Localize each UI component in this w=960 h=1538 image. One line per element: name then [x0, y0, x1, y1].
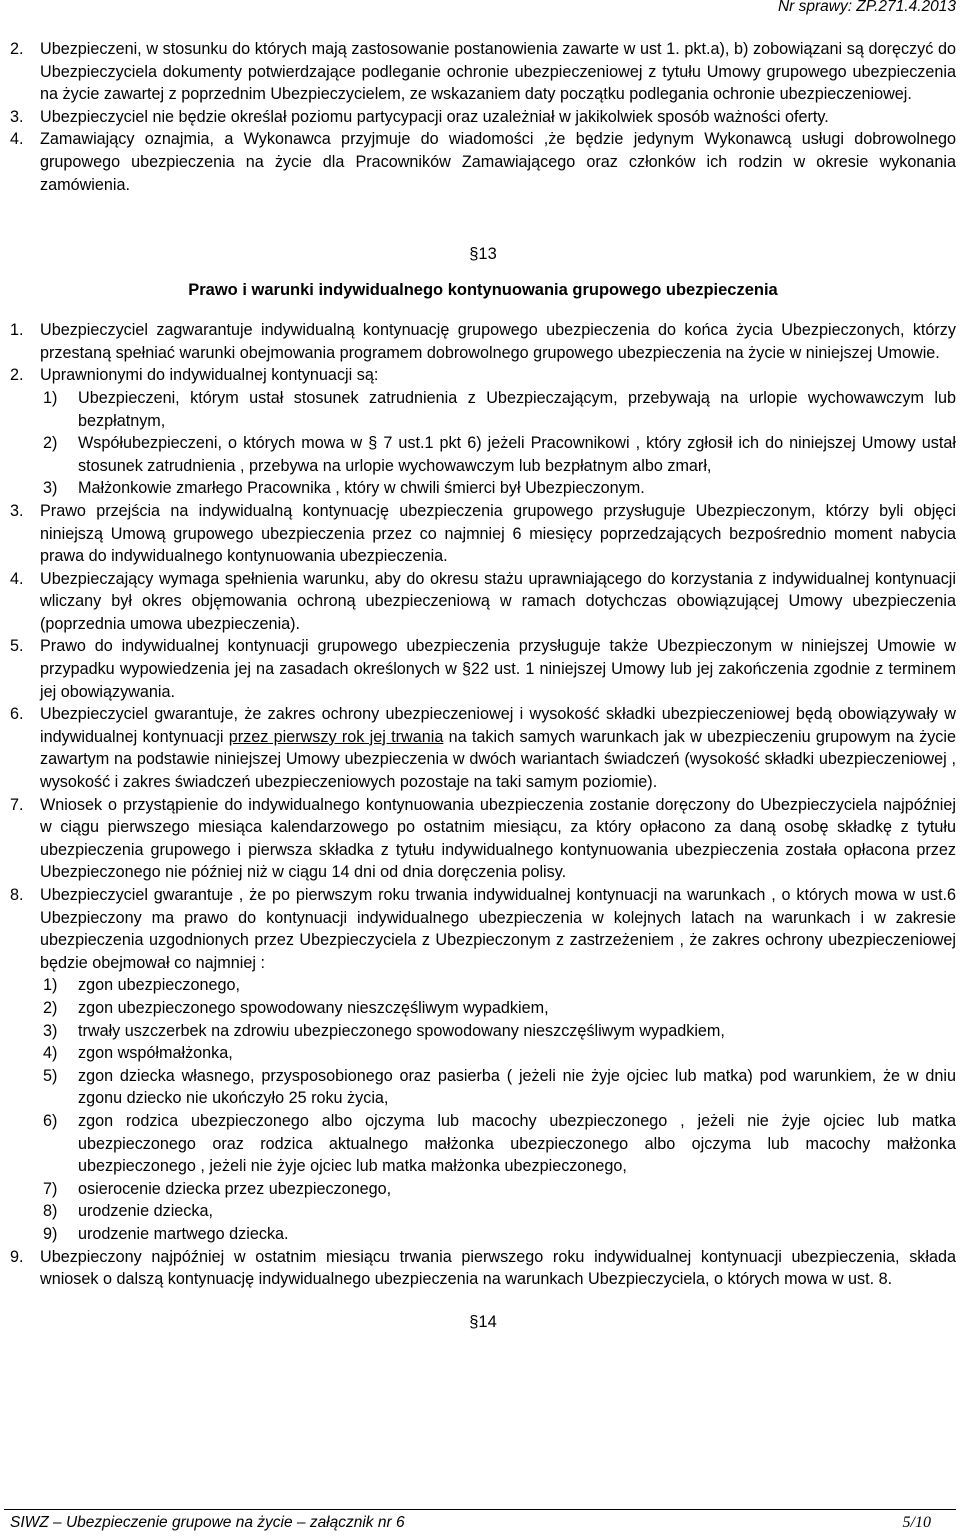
subitem-text: urodzenie martwego dziecka.: [78, 1224, 289, 1243]
subitem-13-8-3: [10, 1020, 956, 1043]
item-number: 4.: [10, 130, 24, 149]
subitem-number: 2): [43, 998, 58, 1017]
item-text: Ubezpieczający wymaga spełnienia warunku, aby do okresu stażu uprawniającego do korzystania z indywidualnej kontynuacji wliczany był okres objęmowania ochroną ubezpieczeniową w ramach dotychczas obowiązującej Umowy ubezpieczenia (poprzednia umowa ubezpieczenia).: [40, 569, 956, 633]
subitem-13-8-9: [10, 1223, 956, 1246]
item-number: 3.: [10, 107, 24, 126]
paragraph-12-2: [10, 38, 956, 106]
subitem-13-8-1: [10, 974, 956, 997]
item-text: Prawo przejścia na indywidualną kontynuację ubezpieczenia grupowego przysługuje Ubezpieczonym, którzy byli objęci niniejszą Umową grupowego ubezpieczenia przez co najmniej 6 miesięcy poprzedzających bezpośrednio moment nabycia prawa do indywidualnego kontynuowania ubezpieczenia.: [40, 501, 956, 566]
item-text: Ubezpieczeni, w stosunku do których mają zastosowanie postanowienia zawarte w ust 1. pkt.a), b) zobowiązani są doręczyć do Ubezpieczyciela dokumenty potwierdzające podleganie ochronie ubezpieczeniowej z tytułu Umowy grupowego ubezpieczenia na życie zawartej z poprzednim Ubezpieczycielem, ze wskazaniem daty początku podlegania ochronie ubezpieczeniowej.: [40, 40, 956, 104]
subitem-number: 2): [43, 434, 58, 453]
subitem-13-8-8: [10, 1200, 956, 1223]
document-body: [10, 38, 956, 1333]
item-text: Ubezpieczony najpóźniej w ostatnim miesiącu trwania pierwszego roku indywidualnej kontynuacji ubezpieczenia, składa wniosek o dalszą kontynuację indywidualnego ubezpieczenia na warunkach Ubezpieczyciela, o których mowa w ust. 8.: [40, 1247, 956, 1289]
paragraph-13-1: [10, 319, 956, 364]
subitem-number: 7): [43, 1179, 58, 1198]
item-text: Prawo do indywidualnej kontynuacji grupowego ubezpieczenia przysługuje także Ubezpieczonym w niniejszej Umowie w przypadku wypowiedzenia jej na zasadach określonych w §22 ust. 1 niniejszej Umowy lub jej zakończenia zgodnie z terminem jej obowiązywania.: [40, 637, 956, 701]
item-number: 4.: [10, 569, 24, 588]
paragraph-13-7: [10, 794, 956, 884]
section-title-13: Prawo i warunki indywidualnego kontynuowania grupowego ubezpieczenia: [188, 281, 778, 300]
item-number: 2.: [10, 366, 24, 385]
subitem-number: 3): [43, 1021, 58, 1040]
paragraph-12-3: [10, 106, 956, 129]
item-number: 3.: [10, 501, 24, 520]
subitem-text: Ubezpieczeni, którym ustał stosunek zatrudnienia z Ubezpieczającym, przebywają na urlopie wychowawczym lub bezpłatnym,: [78, 388, 956, 430]
item-number: 1.: [10, 321, 24, 340]
subitem-text: zgon dziecka własnego, przysposobionego oraz pasierba ( jeżeli nie żyje ojciec lub matka) pod warunkiem, że w dniu zgonu dziecko nie ukończyło 25 roku życia,: [78, 1066, 956, 1108]
subitem-text: urodzenie dziecka,: [78, 1202, 213, 1221]
paragraph-13-9: [10, 1246, 956, 1291]
subitem-text: Małżonkowie zmarłego Pracownika , który w chwili śmierci był Ubezpieczonym.: [78, 479, 645, 498]
subitem-13-2-1: [10, 387, 956, 432]
footer-document-title: SIWZ – Ubezpieczenie grupowe na życie – załącznik nr 6: [10, 1514, 405, 1531]
section-symbol-13: §13: [469, 245, 497, 264]
subitem-text: Współubezpieczeni, o których mowa w § 7 ust.1 pkt 6) jeżeli Pracownikowi , który zgłosił ich do niniejszej Umowy ustał stosunek zatrudnienia , przebywa na urlopie wychowawczym lub bezpłatnym albo zmarł,: [78, 434, 956, 475]
underlined-phrase: przez pierwszy rok jej trwania: [228, 727, 444, 746]
subitem-number: 8): [43, 1202, 58, 1221]
subitem-number: 9): [43, 1224, 58, 1243]
item-text: Wniosek o przystąpienie do indywidualnego kontynuowania ubezpieczenia zostanie doręczony do Ubezpieczyciela najpóźniej w ciągu pierwszego miesiąca kalendarzowego po ostatnim miesiącu, za który opłacono za daną osobę składkę z tytułu ubezpieczenia grupowego i pierwsza składka z tytułu indywidualnego kontynuowania ubezpieczenia została opłacona przez Ubezpieczonego nie później niż w ciągu 14 dni od dnia doręczenia polisy.: [40, 795, 956, 882]
subitem-13-8-7: [10, 1178, 956, 1201]
subitem-number: 1): [43, 976, 58, 995]
subitem-text: zgon współmałżonka,: [78, 1044, 233, 1063]
paragraph-12-4: [10, 128, 956, 196]
item-number: 6.: [10, 705, 24, 724]
subitem-13-8-6: [10, 1110, 956, 1178]
item-text: Ubezpieczyciel gwarantuje , że po pierwszym roku trwania indywidualnej kontynuacji na warunkach , o których mowa w ust.6 Ubezpieczony ma prawo do kontynuacji indywidualnego ubezpieczenia w kolejnych latach na warunkach i w zakresie ubezpieczenia uzgodnionych przez Ubezpieczyciela z Ubezpieczonym z zastrzeżeniem , że zakres ochrony ubezpieczeniowej będzie obejmował co najmniej :: [40, 886, 956, 972]
subitem-number: 3): [43, 479, 58, 498]
item-number: 5.: [10, 637, 24, 656]
subitem-text: zgon ubezpieczonego,: [78, 976, 241, 995]
page-footer: [4, 1509, 956, 1536]
subitem-13-2-2: [10, 432, 956, 477]
item-text: Ubezpieczyciel zagwarantuje indywidualną kontynuację grupowego ubezpieczenia do końca życia Ubezpieczonych, którzy przestaną spełniać warunki obejmowania programem dobrowolnego grupowego ubezpieczenia na życie w niniejszej Umowie.: [40, 321, 956, 362]
item-text: Ubezpieczyciel gwarantuje, że zakres ochrony ubezpieczeniowej i wysokość składki ubezpieczeniowej będą obowiązywały w indywidualnej kontynuacji: [40, 705, 956, 746]
item-text: Uprawnionymi do indywidualnej kontynuacji są:: [40, 366, 379, 385]
case-number: Nr sprawy: ZP.271.4.2013: [777, 0, 956, 15]
item-text: Zamawiający oznajmia, a Wykonawca przyjmuje do wiadomości ,że będzie jedynym Wykonawcą usługi dobrowolnego grupowego ubezpieczenia na życie dla Pracowników Zamawiającego oraz członków ich rodzin w okresie wykonania zamówienia.: [40, 130, 956, 194]
subitem-text: zgon rodzica ubezpieczonego albo ojczyma lub macochy ubezpieczonego , jeżeli nie żyje ojciec lub matka ubezpieczonego oraz rodzica aktualnego małżonka ubezpieczonego albo ojczyma lub macochy małżonka ubezpieczonego , jeżeli nie żyje ojciec lub matka małżonka ubezpieczonego,: [78, 1111, 956, 1176]
subitem-number: 5): [43, 1066, 58, 1085]
paragraph-13-5: [10, 635, 956, 703]
paragraph-13-4: [10, 568, 956, 636]
subitem-number: 4): [43, 1044, 58, 1063]
item-number: 8.: [10, 886, 24, 904]
subitem-13-8-2: [10, 997, 956, 1020]
subitem-text: zgon ubezpieczonego spowodowany nieszczęśliwym wypadkiem,: [78, 998, 549, 1017]
paragraph-13-8: [10, 884, 956, 974]
item-text: Ubezpieczyciel nie będzie określał poziomu partycypacji oraz uzależniał w jakikolwiek sposób ważności oferty.: [40, 107, 829, 126]
item-number: 7.: [10, 795, 24, 814]
subitem-13-8-4: [10, 1042, 956, 1065]
paragraph-13-2: [10, 364, 956, 387]
paragraph-13-3: [10, 500, 956, 568]
subitem-number: 6): [43, 1111, 58, 1130]
item-number: 9.: [10, 1247, 24, 1266]
item-text-continued: na takich samych warunkach jak w ubezpieczeniu grupowym na życie zawartym na podstawie niniejszej Umowy ubezpieczenia w dwóch wariantach świadczeń (wysokość składki ubezpieczeniowej , wysokość i zakres świadczeń ubezpieczeniowych pozostaje na taki samym poziomie).: [40, 727, 956, 792]
section-symbol-14: §14: [469, 1312, 497, 1331]
subitem-number: 1): [43, 388, 58, 407]
subitem-text: trwały uszczerbek na zdrowiu ubezpieczonego spowodowany nieszczęśliwym wypadkiem,: [78, 1021, 725, 1040]
paragraph-13-6: [10, 703, 956, 793]
subitem-13-8-5: [10, 1065, 956, 1110]
subitem-13-2-3: [10, 477, 956, 500]
page-number: 5/10: [902, 1514, 931, 1531]
item-number: 2.: [10, 40, 24, 58]
subitem-text: osierocenie dziecka przez ubezpieczonego,: [78, 1179, 392, 1198]
